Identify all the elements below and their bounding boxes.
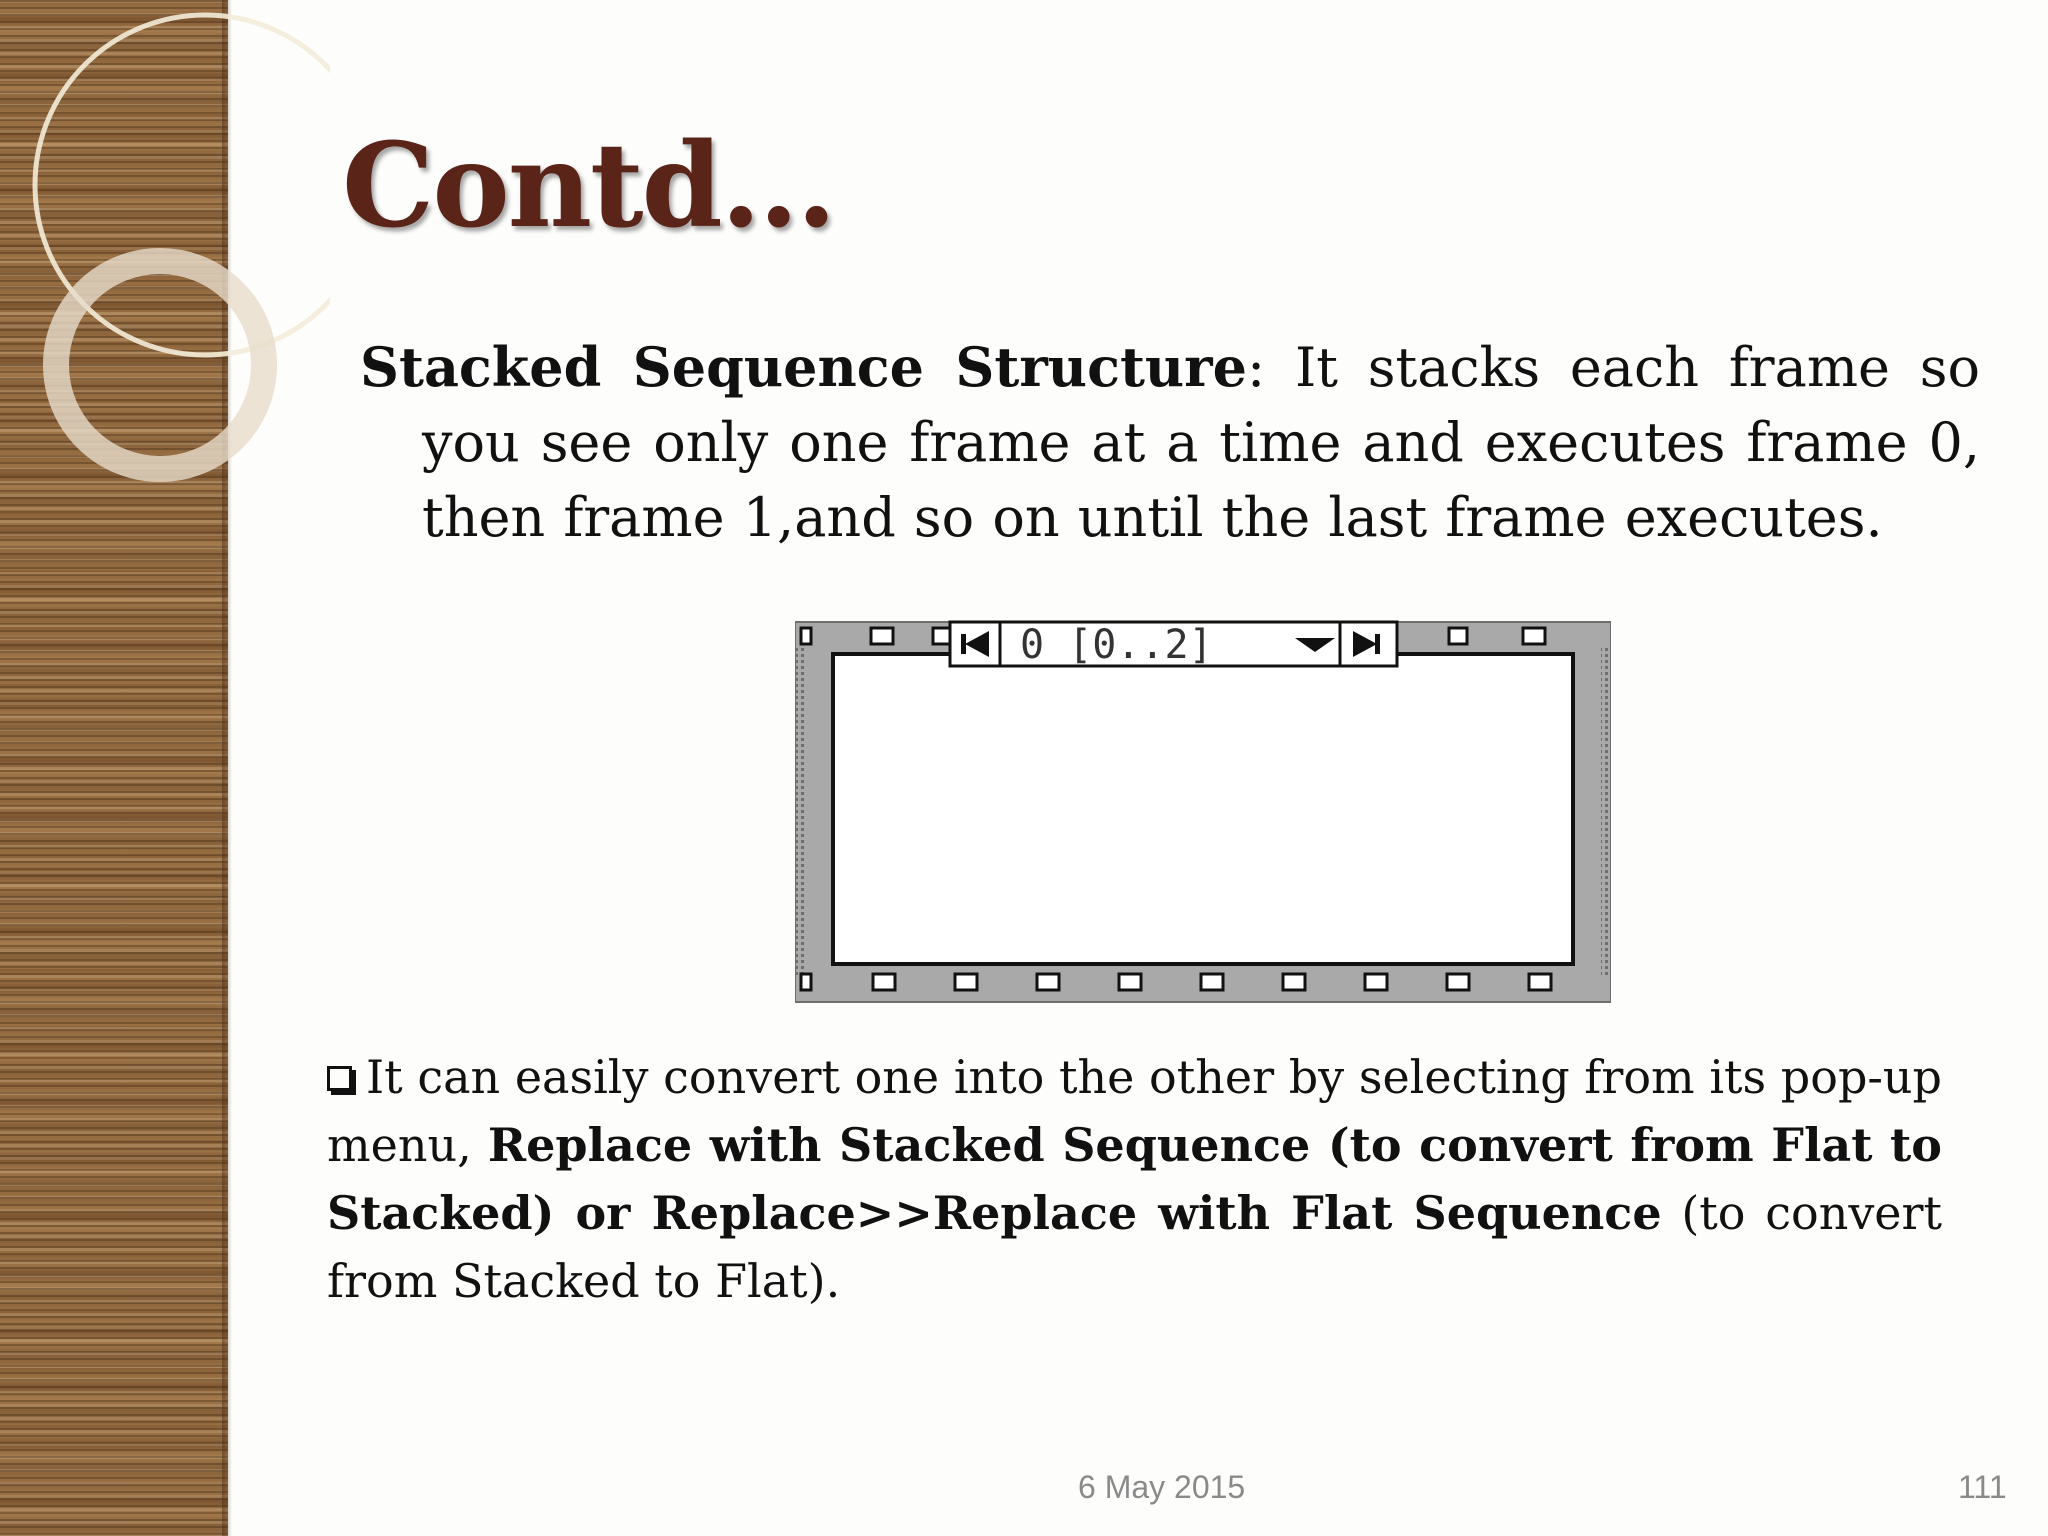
footer-date: 6 May 2015 <box>1078 1469 1246 1505</box>
stacked-sequence-frame-diagram <box>795 618 1611 1004</box>
frame-inner-area <box>833 654 1573 964</box>
conversion-paragraph <box>327 1043 1942 1315</box>
left-dotted-edge <box>796 648 805 978</box>
definition-term: Stacked Sequence Structure <box>360 335 1247 399</box>
sprocket-hole <box>1449 628 1467 644</box>
frame-selector-label: 0 [0..2] <box>1020 622 1213 668</box>
definition-text: : It stacks each frame so you see only one frame at a time and executes frame 0, then frame 1,and so on until the last frame executes. <box>422 336 1980 549</box>
sprocket-hole <box>871 628 893 644</box>
sprocket-hole <box>801 974 811 990</box>
definition-paragraph <box>360 330 1980 555</box>
sprocket-hole <box>1283 974 1305 990</box>
sprocket-hole <box>1037 974 1059 990</box>
conversion-text-2: (to convert from Stacked to Flat). <box>327 1186 1943 1308</box>
sprocket-hole <box>1447 974 1469 990</box>
decorative-rings <box>0 0 330 520</box>
hollow-square-bullet-icon <box>327 1066 352 1091</box>
frame-selector[interactable] <box>950 622 1397 668</box>
thick-ring <box>56 261 264 469</box>
slide-title: Contd… <box>342 118 835 254</box>
sprocket-hole <box>1201 974 1223 990</box>
sprocket-hole <box>1529 974 1551 990</box>
sprocket-hole <box>1523 628 1545 644</box>
sprocket-hole <box>801 628 811 644</box>
sprocket-hole <box>1365 974 1387 990</box>
sprocket-hole <box>873 974 895 990</box>
left-arrow-bar <box>961 634 966 654</box>
sprocket-hole <box>1119 974 1141 990</box>
conversion-text-1: It can easily convert one into the other by selecting from its pop-up menu, <box>327 1050 1942 1172</box>
sprocket-hole <box>955 974 977 990</box>
right-arrow-bar <box>1375 634 1380 654</box>
right-dotted-edge <box>1601 648 1610 978</box>
conversion-menu-options: Replace with Stacked Sequence (to convert from Flat to Stacked) or Replace>>Replace with Flat Sequence <box>327 1118 1942 1240</box>
slide-number: 111 <box>1958 1469 2007 1505</box>
